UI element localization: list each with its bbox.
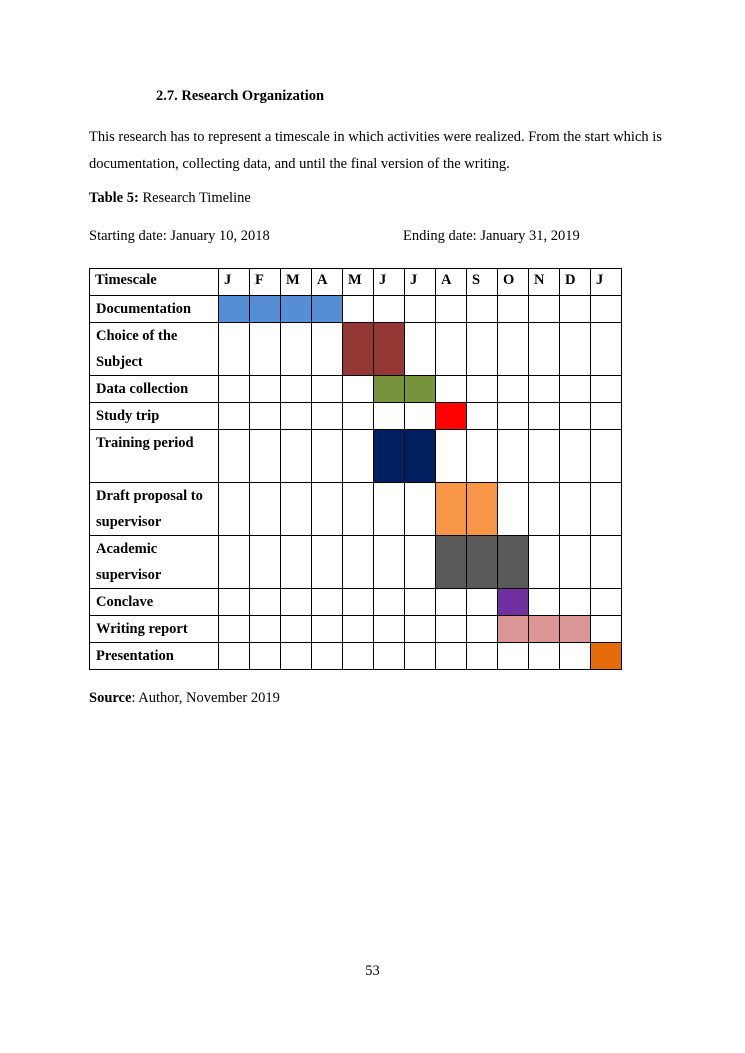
timeline-cell bbox=[250, 483, 281, 536]
timeline-cell bbox=[281, 643, 312, 670]
timeline-cell bbox=[498, 376, 529, 403]
timeline-cell-filled bbox=[467, 536, 498, 589]
timeline-cell bbox=[436, 323, 467, 376]
timeline-cell bbox=[281, 323, 312, 376]
timeline-cell bbox=[281, 376, 312, 403]
task-label: Documentation bbox=[90, 296, 219, 323]
research-timeline-table bbox=[89, 268, 622, 670]
intro-paragraph: This research has to represent a timescale in which activities were realized. From the start which is documentation, collecting data, and until the final version of the writing. bbox=[89, 129, 662, 172]
timeline-cell bbox=[436, 616, 467, 643]
timeline-cell-filled bbox=[560, 616, 591, 643]
timeline-cell bbox=[436, 643, 467, 670]
timeline-cell bbox=[281, 483, 312, 536]
timeline-cell bbox=[591, 589, 622, 616]
timeline-cell bbox=[312, 323, 343, 376]
timeline-cell bbox=[219, 616, 250, 643]
timeline-cell bbox=[374, 536, 405, 589]
timeline-cell bbox=[591, 536, 622, 589]
timeline-cell bbox=[405, 643, 436, 670]
timeline-cell bbox=[219, 589, 250, 616]
timeline-cell bbox=[281, 536, 312, 589]
timeline-cell bbox=[560, 376, 591, 403]
timeline-cell bbox=[343, 643, 374, 670]
table-row bbox=[90, 483, 622, 536]
timeline-cell bbox=[374, 643, 405, 670]
month-header: M bbox=[281, 269, 312, 296]
timeline-cell bbox=[343, 296, 374, 323]
table-caption-label: Table 5: bbox=[89, 190, 139, 206]
timeline-cell bbox=[436, 296, 467, 323]
timeline-cell bbox=[436, 589, 467, 616]
timeline-cell-filled bbox=[405, 430, 436, 483]
timeline-cell bbox=[250, 589, 281, 616]
table-row bbox=[90, 376, 622, 403]
timeline-cell bbox=[374, 483, 405, 536]
table-row bbox=[90, 589, 622, 616]
timeline-cell bbox=[219, 483, 250, 536]
page-number: 53 bbox=[365, 963, 380, 979]
timeline-cell-filled bbox=[467, 483, 498, 536]
timeline-cell bbox=[312, 643, 343, 670]
timeline-cell bbox=[219, 536, 250, 589]
timeline-cell bbox=[560, 403, 591, 430]
timeline-cell bbox=[529, 376, 560, 403]
timeline-cell-filled bbox=[312, 296, 343, 323]
timeline-cell bbox=[250, 616, 281, 643]
source-note bbox=[89, 690, 280, 707]
timeline-cell bbox=[591, 323, 622, 376]
timeline-cell-filled bbox=[219, 296, 250, 323]
timeline-cell bbox=[219, 403, 250, 430]
month-header: A bbox=[436, 269, 467, 296]
month-header: J bbox=[219, 269, 250, 296]
timeline-cell-filled bbox=[591, 643, 622, 670]
month-header: J bbox=[591, 269, 622, 296]
timeline-cell bbox=[591, 430, 622, 483]
timeline-cell-filled bbox=[374, 323, 405, 376]
timeline-cell bbox=[560, 296, 591, 323]
timeline-cell bbox=[343, 430, 374, 483]
task-label: Study trip bbox=[90, 403, 219, 430]
timeline-cell bbox=[219, 323, 250, 376]
timeline-cell bbox=[436, 376, 467, 403]
timeline-cell bbox=[529, 403, 560, 430]
timeline-cell-filled bbox=[436, 403, 467, 430]
month-header: F bbox=[250, 269, 281, 296]
timeline-cell bbox=[374, 616, 405, 643]
timeline-cell-filled bbox=[250, 296, 281, 323]
table-row bbox=[90, 296, 622, 323]
timeline-cell bbox=[281, 616, 312, 643]
timeline-cell bbox=[591, 403, 622, 430]
timeline-cell bbox=[529, 323, 560, 376]
timeline-cell bbox=[312, 616, 343, 643]
timeline-cell bbox=[405, 323, 436, 376]
source-text: : Author, November 2019 bbox=[131, 690, 280, 706]
timeline-cell bbox=[498, 296, 529, 323]
timeline-cell bbox=[219, 643, 250, 670]
table-row bbox=[90, 536, 622, 589]
timeline-cell bbox=[498, 403, 529, 430]
timeline-cell bbox=[591, 616, 622, 643]
timeline-cell bbox=[498, 643, 529, 670]
timeline-cell-filled bbox=[498, 616, 529, 643]
timeline-cell bbox=[312, 376, 343, 403]
timeline-cell bbox=[343, 403, 374, 430]
timeline-cell bbox=[560, 323, 591, 376]
table-row bbox=[90, 323, 622, 376]
timeline-cell bbox=[467, 430, 498, 483]
timeline-cell-filled bbox=[498, 536, 529, 589]
task-label: Academic supervisor bbox=[90, 536, 219, 589]
table-header-row bbox=[90, 269, 622, 296]
timeline-cell bbox=[436, 430, 467, 483]
task-label: Data collection bbox=[90, 376, 219, 403]
timeline-cell-filled bbox=[374, 376, 405, 403]
timeline-cell bbox=[343, 589, 374, 616]
timeline-cell bbox=[312, 536, 343, 589]
timeline-cell bbox=[312, 483, 343, 536]
source-label: Source bbox=[89, 690, 132, 706]
timeline-cell bbox=[529, 589, 560, 616]
timeline-cell bbox=[405, 536, 436, 589]
task-label: Training period bbox=[90, 430, 219, 483]
timeline-cell bbox=[374, 403, 405, 430]
timeline-cell bbox=[560, 643, 591, 670]
timeline-cell bbox=[374, 589, 405, 616]
task-label: Conclave bbox=[90, 589, 219, 616]
table-row bbox=[90, 643, 622, 670]
month-header: A bbox=[312, 269, 343, 296]
timeline-cell bbox=[343, 536, 374, 589]
timeline-cell bbox=[529, 296, 560, 323]
timeline-cell bbox=[250, 643, 281, 670]
timeline-cell bbox=[467, 296, 498, 323]
timeline-cell bbox=[560, 589, 591, 616]
timeline-cell bbox=[591, 296, 622, 323]
timeline-cell-filled bbox=[374, 430, 405, 483]
timeline-cell bbox=[219, 430, 250, 483]
timeline-cell-filled bbox=[529, 616, 560, 643]
timeline-cell bbox=[467, 643, 498, 670]
timeline-cell bbox=[467, 616, 498, 643]
timeline-cell bbox=[312, 430, 343, 483]
timeline-cell bbox=[250, 536, 281, 589]
timeline-cell bbox=[405, 403, 436, 430]
task-label: Presentation bbox=[90, 643, 219, 670]
month-header: M bbox=[343, 269, 374, 296]
date-range bbox=[89, 228, 649, 245]
timeline-cell bbox=[529, 483, 560, 536]
timeline-cell bbox=[281, 403, 312, 430]
month-header: O bbox=[498, 269, 529, 296]
month-header: J bbox=[405, 269, 436, 296]
task-label: Choice of the Subject bbox=[90, 323, 219, 376]
timeline-cell bbox=[498, 483, 529, 536]
timeline-cell bbox=[467, 403, 498, 430]
timeline-cell bbox=[467, 323, 498, 376]
timeline-cell bbox=[343, 376, 374, 403]
timeline-cell bbox=[250, 403, 281, 430]
timeline-cell bbox=[405, 616, 436, 643]
timeline-cell bbox=[529, 430, 560, 483]
timeline-cell bbox=[405, 296, 436, 323]
timeline-cell bbox=[281, 430, 312, 483]
timeline-cell bbox=[250, 323, 281, 376]
section-heading: 2.7. Research Organization bbox=[156, 88, 325, 104]
timescale-header: Timescale bbox=[90, 269, 219, 296]
starting-date: Starting date: January 10, 2018 bbox=[89, 228, 270, 244]
month-header: D bbox=[560, 269, 591, 296]
timeline-cell bbox=[250, 376, 281, 403]
table-caption-text: Research Timeline bbox=[138, 190, 251, 206]
timeline-cell-filled bbox=[281, 296, 312, 323]
timeline-cell bbox=[560, 536, 591, 589]
timeline-cell bbox=[560, 483, 591, 536]
month-header: J bbox=[374, 269, 405, 296]
timeline-cell bbox=[312, 589, 343, 616]
timeline-cell bbox=[312, 403, 343, 430]
ending-date: Ending date: January 31, 2019 bbox=[403, 228, 580, 244]
timeline-cell bbox=[498, 430, 529, 483]
timeline-cell bbox=[529, 536, 560, 589]
timeline-cell bbox=[405, 589, 436, 616]
timeline-cell-filled bbox=[343, 323, 374, 376]
table-caption bbox=[89, 190, 251, 207]
timeline-cell-filled bbox=[498, 589, 529, 616]
timeline-cell bbox=[560, 430, 591, 483]
timeline-cell bbox=[405, 483, 436, 536]
timeline-cell bbox=[281, 589, 312, 616]
month-header: N bbox=[529, 269, 560, 296]
timeline-cell bbox=[374, 296, 405, 323]
month-header: S bbox=[467, 269, 498, 296]
timeline-cell bbox=[343, 483, 374, 536]
timeline-cell-filled bbox=[436, 536, 467, 589]
timeline-cell bbox=[250, 430, 281, 483]
timeline-cell bbox=[498, 323, 529, 376]
timeline-cell bbox=[343, 616, 374, 643]
timeline-cell bbox=[529, 643, 560, 670]
timeline-cell bbox=[467, 589, 498, 616]
timeline-cell-filled bbox=[436, 483, 467, 536]
timeline-cell bbox=[467, 376, 498, 403]
table-row bbox=[90, 430, 622, 483]
task-label: Writing report bbox=[90, 616, 219, 643]
task-label: Draft proposal to supervisor bbox=[90, 483, 219, 536]
timeline-cell-filled bbox=[405, 376, 436, 403]
timeline-cell bbox=[591, 376, 622, 403]
timeline-cell bbox=[591, 483, 622, 536]
table-row bbox=[90, 403, 622, 430]
table-row bbox=[90, 616, 622, 643]
timeline-cell bbox=[219, 376, 250, 403]
